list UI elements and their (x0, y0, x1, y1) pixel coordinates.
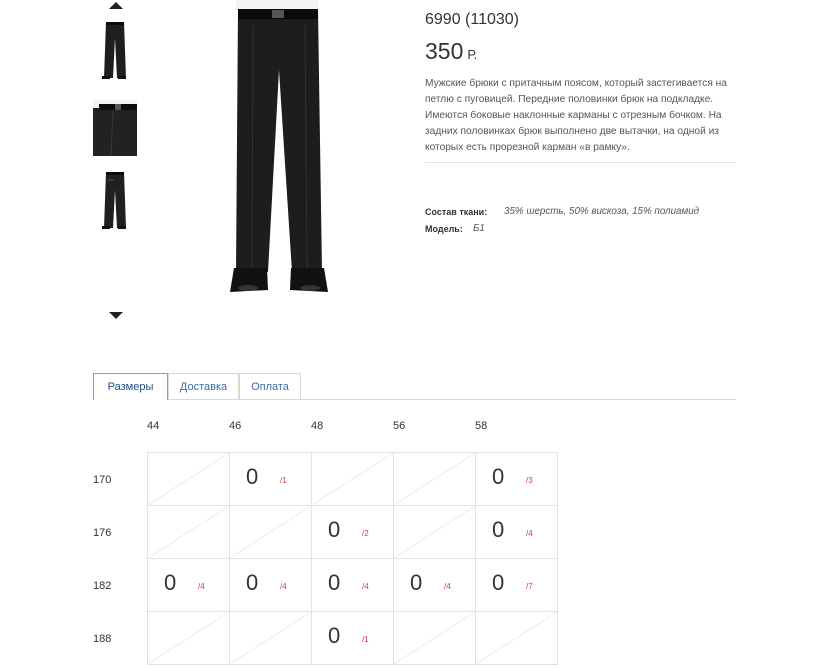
size-cell-stock: /1 (362, 635, 369, 644)
size-grid (147, 452, 558, 665)
size-cell-stock: /2 (362, 529, 369, 538)
size-cell-quantity: 0 (328, 623, 341, 648)
size-cell-quantity: 0 (164, 570, 177, 595)
size-cell-empty (476, 612, 558, 665)
size-cell-quantity: 0 (492, 570, 505, 595)
tab-sizes[interactable]: Размеры (93, 373, 168, 400)
size-cell-available[interactable] (312, 612, 394, 665)
size-cell-quantity: 0 (246, 464, 259, 489)
size-cell-empty (394, 453, 476, 506)
size-cell-available[interactable] (230, 453, 312, 506)
size-cell-empty (148, 453, 230, 506)
size-cell-quantity: 0 (328, 570, 341, 595)
product-description: Мужские брюки с притачным поясом, который застегивается на петлю с пуговицей. Передние половинки брюк на подкладке. Имеются боковые наклонные карманы с отрезным бочком. На задних половинках брюк выполнено две вытачки, на одной из которых есть прорезной карман «в рамку». (425, 78, 727, 153)
size-cell-available[interactable] (476, 453, 558, 506)
product-price (425, 38, 477, 65)
thumbnail-trousers-back[interactable] (93, 170, 137, 230)
size-column-header: 46 (229, 420, 242, 432)
size-cell-quantity: 0 (492, 517, 505, 542)
size-cell-quantity: 0 (492, 464, 505, 489)
size-cell-available[interactable] (394, 559, 476, 612)
unavailable-slash-icon (394, 453, 475, 505)
size-cell-stock: /3 (526, 476, 533, 485)
size-cell-available[interactable] (230, 559, 312, 612)
size-column-header: 44 (147, 420, 160, 432)
price-value: 350 (425, 38, 464, 64)
size-column-header: 56 (393, 420, 406, 432)
size-cell-stock: /4 (444, 582, 451, 591)
tab-delivery[interactable]: Доставка (168, 373, 239, 399)
size-cell-available[interactable] (312, 559, 394, 612)
size-cell-empty (230, 506, 312, 559)
unavailable-slash-icon (394, 506, 475, 558)
info-divider (425, 162, 736, 163)
size-cell-empty (148, 612, 230, 665)
size-cell-stock: /4 (362, 582, 369, 591)
spec-value-fabric: 35% шерсть, 50% вискоза, 15% полиамид (504, 206, 700, 217)
height-row-header: 182 (93, 580, 112, 592)
size-cell-available[interactable] (476, 559, 558, 612)
spec-label-fabric: Состав ткани: (425, 207, 488, 217)
unavailable-slash-icon (230, 506, 311, 558)
size-cell-empty (312, 453, 394, 506)
size-cell-empty (148, 506, 230, 559)
height-row-header: 188 (93, 633, 112, 645)
thumbnail-waistband-closeup[interactable] (93, 96, 137, 156)
size-cell-available[interactable] (148, 559, 230, 612)
size-cell-empty (394, 612, 476, 665)
size-cell-stock: /1 (280, 476, 287, 485)
spec-value-model: Б1 (473, 223, 485, 234)
size-cell-available[interactable] (476, 506, 558, 559)
tab-payment[interactable]: Оплата (239, 373, 301, 399)
size-cell-empty (230, 612, 312, 665)
unavailable-slash-icon (148, 453, 229, 505)
size-cell-stock: /4 (280, 582, 287, 591)
thumbnail-trousers-front[interactable] (93, 20, 137, 80)
product-sku: 6990 (11030) (425, 11, 519, 28)
unavailable-slash-icon (148, 506, 229, 558)
price-currency: Р. (467, 47, 478, 62)
size-cell-quantity: 0 (328, 517, 341, 542)
height-row-header: 176 (93, 527, 112, 539)
height-row-header: 170 (93, 474, 112, 486)
size-cell-stock: /7 (526, 582, 533, 591)
size-cell-empty (394, 506, 476, 559)
size-cell-quantity: 0 (410, 570, 423, 595)
main-product-image (190, 0, 380, 298)
spec-label-model: Модель: (425, 224, 463, 234)
size-column-header: 58 (475, 420, 488, 432)
scroll-up-arrow-icon[interactable] (109, 2, 123, 9)
size-cell-stock: /4 (526, 529, 533, 538)
size-cell-quantity: 0 (246, 570, 259, 595)
size-cell-stock: /4 (198, 582, 205, 591)
scroll-down-arrow-icon[interactable] (109, 312, 123, 319)
unavailable-slash-icon (230, 612, 311, 664)
unavailable-slash-icon (312, 453, 393, 505)
size-column-header: 48 (311, 420, 324, 432)
unavailable-slash-icon (148, 612, 229, 664)
unavailable-slash-icon (394, 612, 475, 664)
unavailable-slash-icon (476, 612, 557, 664)
size-cell-available[interactable] (312, 506, 394, 559)
